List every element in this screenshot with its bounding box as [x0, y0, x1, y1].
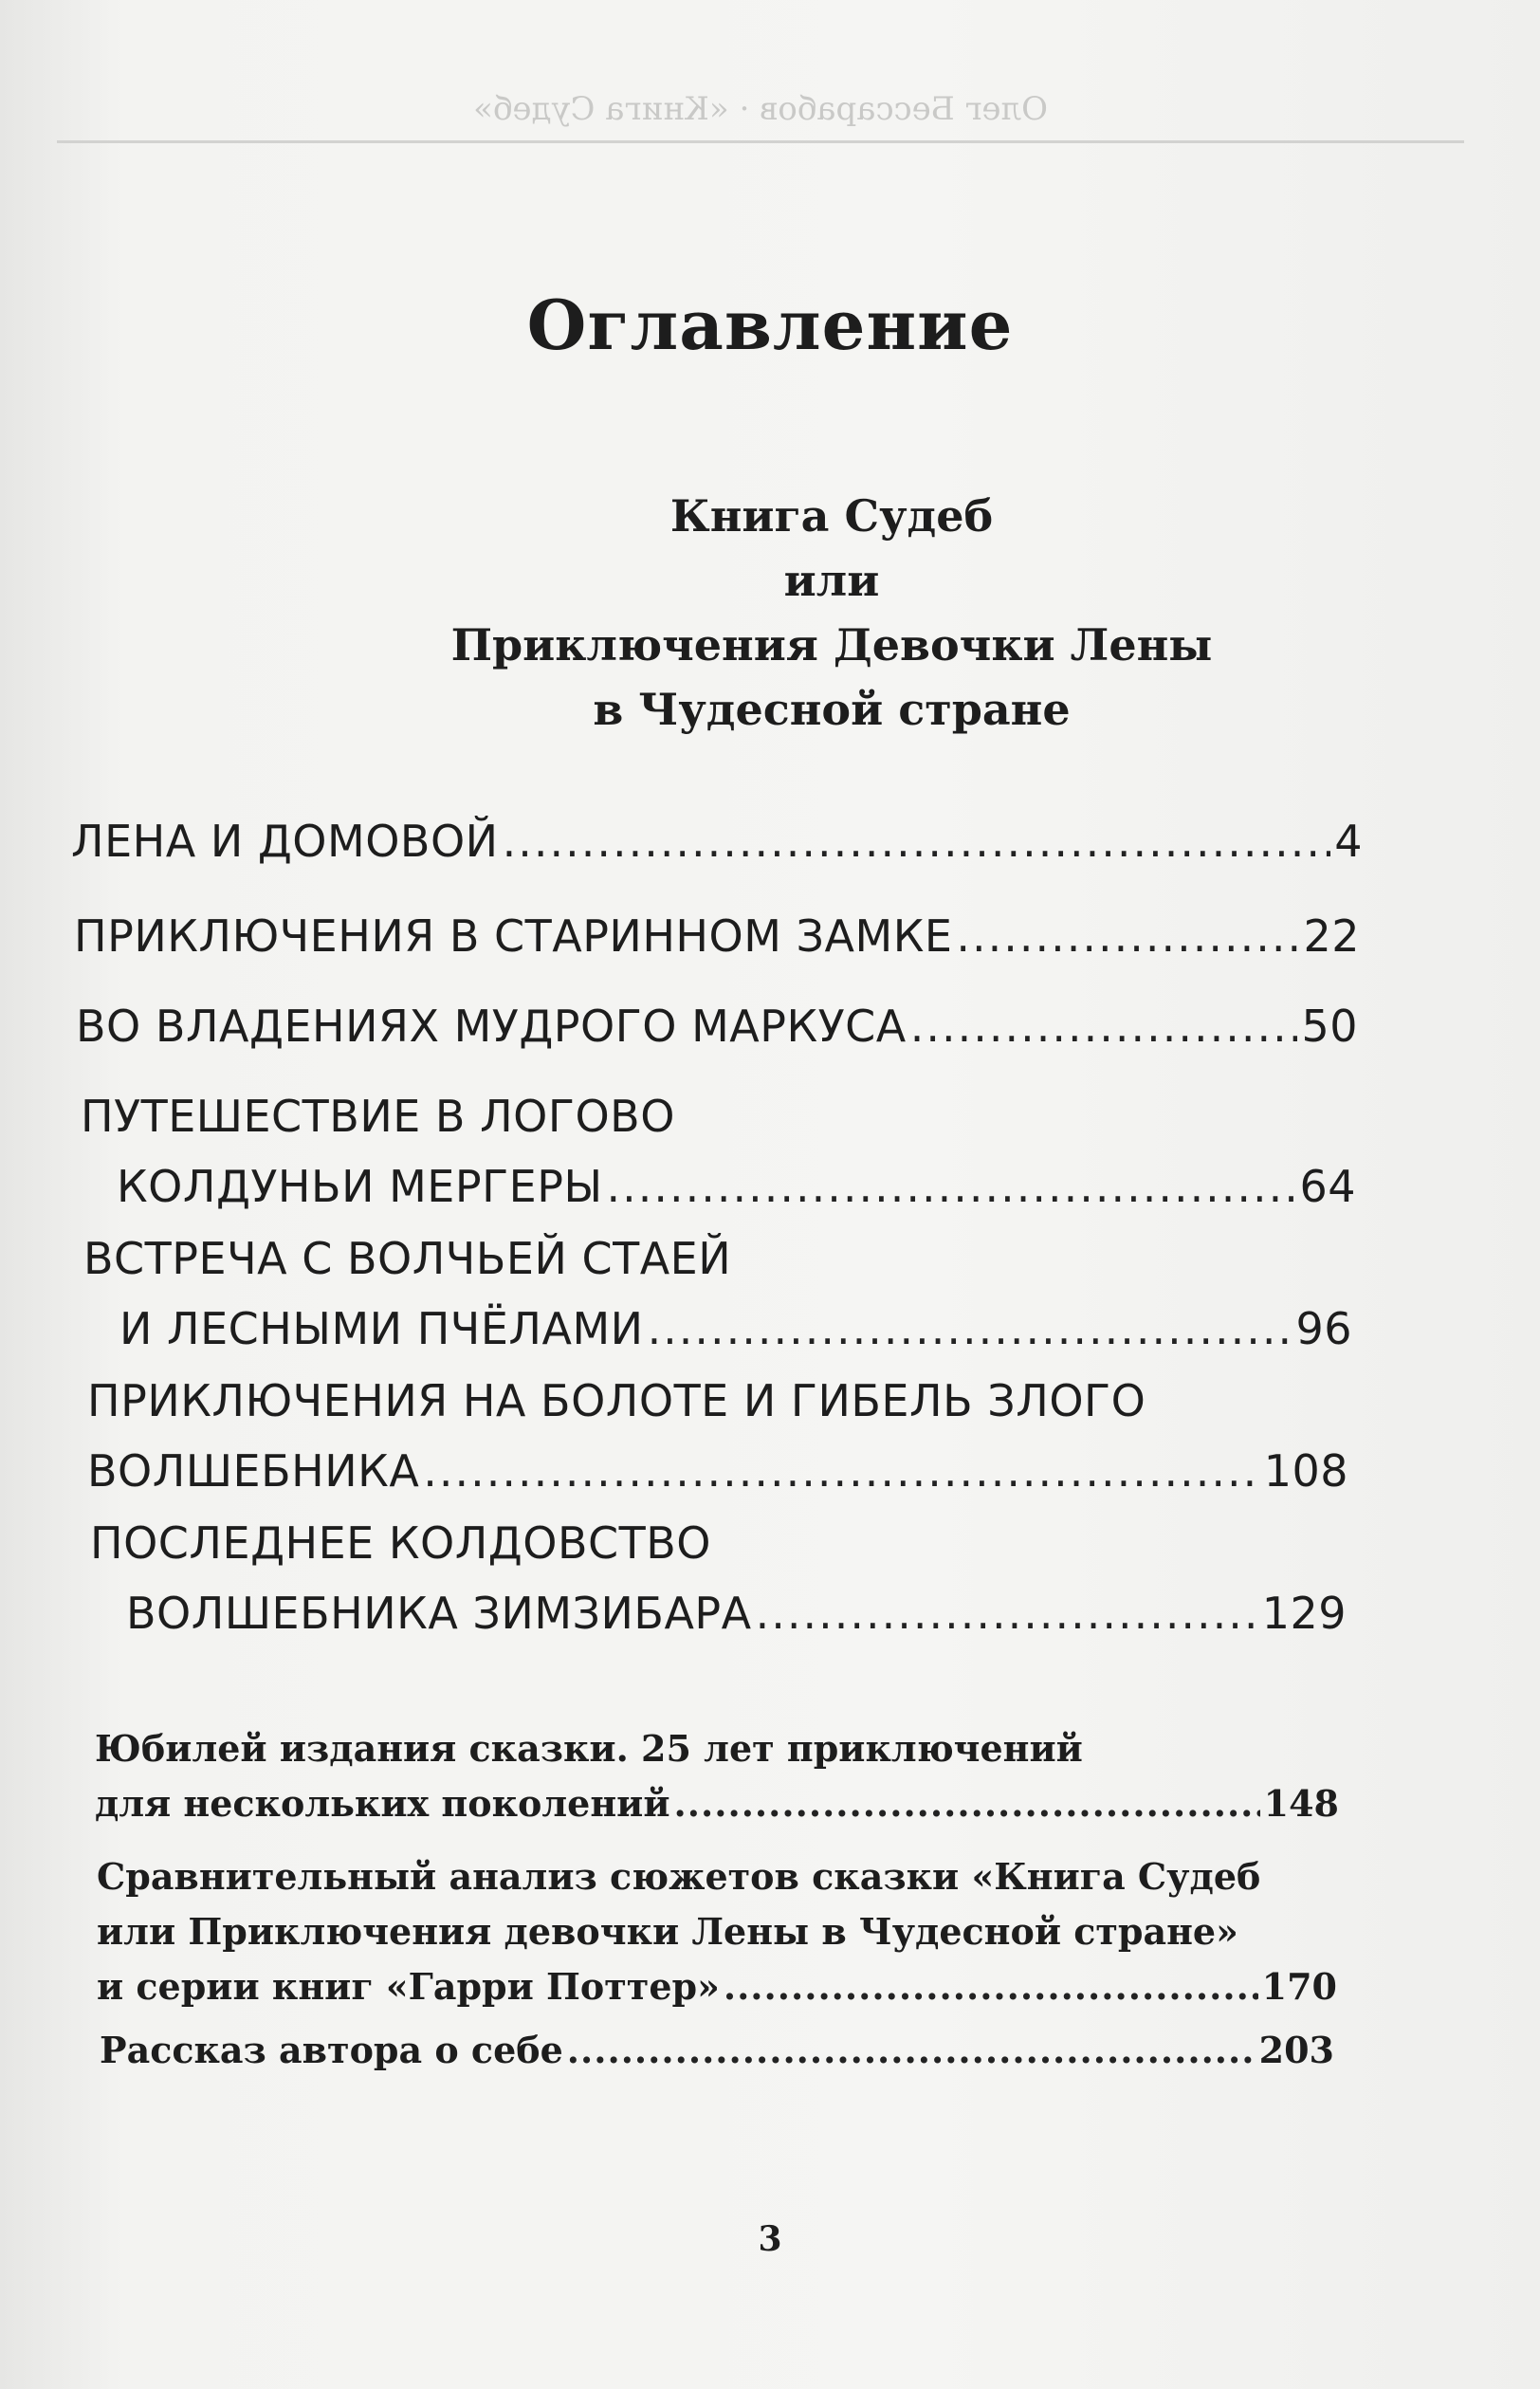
toc-appendix-entry[interactable] [100, 2023, 1334, 2078]
entry-page-number: 64 [1299, 1161, 1356, 1212]
entry-title: ЛЕНА И ДОМОВОЙ [71, 816, 499, 867]
page-number: 3 [758, 2219, 782, 2259]
toc-entry[interactable] [74, 901, 1360, 971]
appendix-title-last-line: и серии книг «Гарри Поттер» [97, 1965, 720, 2008]
entry-title-line-2: ВОЛШЕБНИКА ЗИМЗИБАРА [126, 1588, 752, 1639]
appendix-title-line: Сравнительный анализ сюжетов сказки «Книга Судеб [97, 1855, 1261, 1898]
entry-page-number: 96 [1295, 1303, 1352, 1354]
book-title-line-3: Приключения Девочки Лены [450, 619, 1213, 671]
toc-appendix-entry[interactable] [95, 1721, 1339, 1831]
leader-dots [756, 1578, 1258, 1648]
entry-page-number: 22 [1303, 910, 1360, 962]
appendix-title-last-line: для нескольких поколений [95, 1782, 670, 1825]
appendix-page-number: 170 [1261, 1965, 1337, 2008]
entry-title: ВО ВЛАДЕНИЯХ МУДРОГО МАРКУСА [76, 1001, 907, 1052]
leader-dots [503, 806, 1331, 876]
entry-title-line-1: ПУТЕШЕСТВИЕ В ЛОГОВО [81, 1091, 675, 1142]
toc-entry[interactable] [71, 806, 1363, 876]
toc-entry[interactable] [81, 1081, 1356, 1222]
entry-page-number: 129 [1261, 1588, 1347, 1639]
toc-entry[interactable] [87, 1366, 1348, 1506]
leader-dots [674, 1776, 1260, 1831]
toc-entry[interactable] [76, 991, 1358, 1061]
book-title-block [123, 484, 1540, 742]
entry-title-line-2: И ЛЕСНЫМИ ПЧЁЛАМИ [119, 1303, 644, 1354]
leader-dots [910, 991, 1298, 1061]
toc-entry[interactable] [90, 1508, 1347, 1648]
entry-title-line-1: ПОСЛЕДНЕЕ КОЛДОВСТВО [90, 1517, 711, 1569]
entry-title-line-2: ВОЛШЕБНИКА [87, 1445, 420, 1497]
appendix-page-number: 148 [1263, 1782, 1339, 1825]
book-title-line-1: Книга Судеб [669, 490, 994, 542]
bleed-through-running-head: Олег Бессарабов · «Книга Судеб» [473, 90, 1048, 128]
appendix-title-line: Юбилей издания сказки. 25 лет приключений [95, 1727, 1083, 1770]
book-title-line-2: или [783, 555, 880, 606]
bleed-through-rule [57, 140, 1464, 143]
leader-dots [648, 1294, 1292, 1364]
appendix-title-last-line: Рассказ автора о себе [100, 2029, 563, 2071]
entry-page-number: 50 [1301, 1001, 1358, 1052]
leader-dots [567, 2023, 1256, 2078]
toc-entry[interactable] [83, 1223, 1352, 1364]
toc-title: Оглавление [526, 285, 1014, 365]
toc-appendix-entry[interactable] [97, 1849, 1337, 2014]
entry-title-line-1: ВСТРЕЧА С ВОЛЧЬЕЙ СТАЕЙ [83, 1233, 732, 1284]
entry-title-line-1: ПРИКЛЮЧЕНИЯ НА БОЛОТЕ И ГИБЕЛЬ ЗЛОГО [87, 1375, 1146, 1426]
book-title-line-4: в Чудесной стране [593, 684, 1071, 735]
leader-dots [423, 1436, 1259, 1506]
leader-dots [956, 901, 1299, 971]
leader-dots [724, 1959, 1258, 2014]
appendix-title-line: или Приключения девочки Лены в Чудесной стране» [97, 1910, 1238, 1953]
entry-page-number: 108 [1263, 1445, 1348, 1497]
leader-dots [607, 1151, 1296, 1222]
entry-title: ПРИКЛЮЧЕНИЯ В СТАРИННОМ ЗАМКЕ [74, 910, 953, 962]
entry-page-number: 4 [1334, 816, 1363, 867]
appendix-page-number: 203 [1258, 2029, 1334, 2071]
entry-title-line-2: КОЛДУНЬИ МЕРГЕРЫ [117, 1161, 603, 1212]
